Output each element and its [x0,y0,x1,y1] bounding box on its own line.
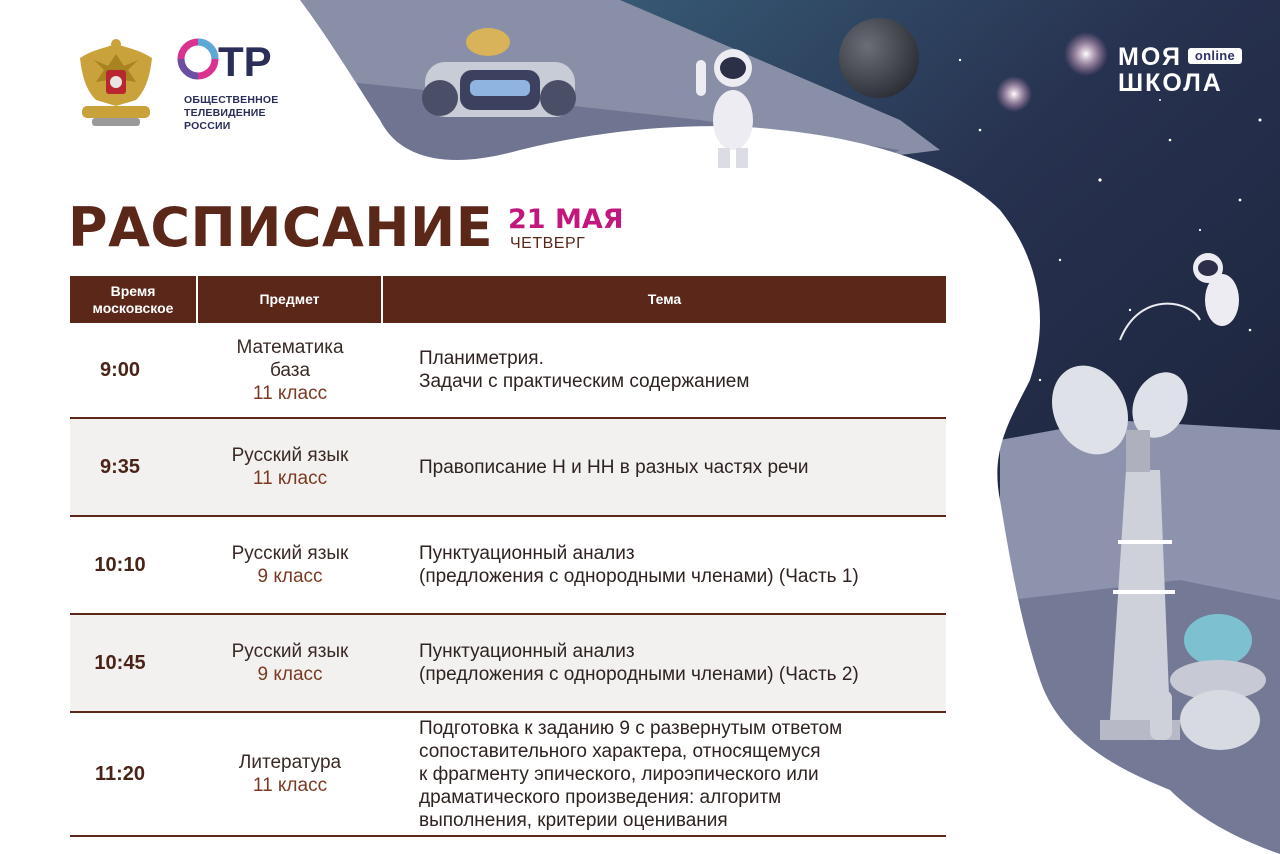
topic-line: Планиметрия. [419,348,544,369]
subject-line: Литература [238,752,342,773]
header-time-line: Время [110,282,156,299]
schedule-table [70,276,946,837]
my-school-line2: ШКОЛА [1118,69,1223,97]
header-topic: Тема [647,291,682,307]
row-topic [410,323,946,417]
row-time: 9:00 [99,358,141,381]
row-grade: 9 класс [257,664,323,685]
row-topic [410,517,946,613]
schedule-weekday: ЧЕТВЕРГ [510,235,586,252]
topic-line: Пунктуационный анализ [419,543,635,564]
topic-line: (предложения с однородными членами) (Часть 1) [419,566,859,587]
schedule-date: 21 МАЯ [508,204,624,235]
row-subject [170,323,410,417]
topic-line: к фрагменту эпического, лироэпического или [419,763,819,785]
row-topic [410,713,946,835]
otr-logo-icon [176,36,286,82]
row-grade: 11 класс [252,775,328,796]
table-header [70,276,946,323]
row-subject [170,615,410,711]
row-grade: 9 класс [257,566,323,587]
row-time: 10:10 [94,553,146,576]
page-title: РАСПИСАНИЕ [68,196,494,259]
header-time-line: московское [92,299,174,316]
topic-line: (предложения с однородными членами) (Часть 2) [419,664,859,685]
table-row [70,323,946,419]
topic-line: Подготовка к заданию 9 с развернутым ответом [419,717,843,739]
table-row [70,713,946,837]
subject-line: Математика [236,336,344,358]
row-time: 11:20 [94,762,146,785]
header-time [70,276,198,323]
topic-line: Правописание Н и НН в разных частях речи [419,456,809,478]
topic-line: сопоставительного характера, относящемуся [419,740,821,762]
topic-line: драматического произведения: алгоритм [419,786,782,808]
subject-line: Русский язык [231,641,349,662]
my-school-logo [1118,44,1242,96]
header-subject: Предмет [198,276,383,323]
row-grade: 11 класс [252,382,328,404]
table-row [70,615,946,713]
svg-text:TP: TP [218,38,272,82]
russian-emblem-icon [74,36,158,130]
row-time: 10:45 [94,651,146,674]
subject-line: база [269,359,311,381]
otr-subtitle-line: ТЕЛЕВИДЕНИЕ [184,107,266,119]
table-body [70,323,946,837]
otr-subtitle-line: РОССИИ [184,120,231,132]
subject-line: Русский язык [231,543,349,564]
table-row [70,517,946,615]
otr-subtitle [184,94,278,133]
topic-line: Задачи с практическим содержанием [419,371,750,392]
topic-line: Пунктуационный анализ [419,641,635,662]
row-time: 9:35 [99,455,141,478]
online-badge: online [1188,48,1242,64]
row-subject [170,713,410,835]
row-topic [410,615,946,711]
my-school-line1: МОЯ [1118,43,1182,71]
topic-line: выполнения, критерии оценивания [419,809,728,831]
row-subject [170,419,410,515]
planet-icon [839,18,919,98]
table-row [70,419,946,517]
subject-line: Русский язык [231,445,349,466]
row-grade: 11 класс [252,468,328,489]
row-topic [410,419,946,515]
row-subject [170,517,410,613]
otr-subtitle-line: ОБЩЕСТВЕННОЕ [184,94,279,106]
